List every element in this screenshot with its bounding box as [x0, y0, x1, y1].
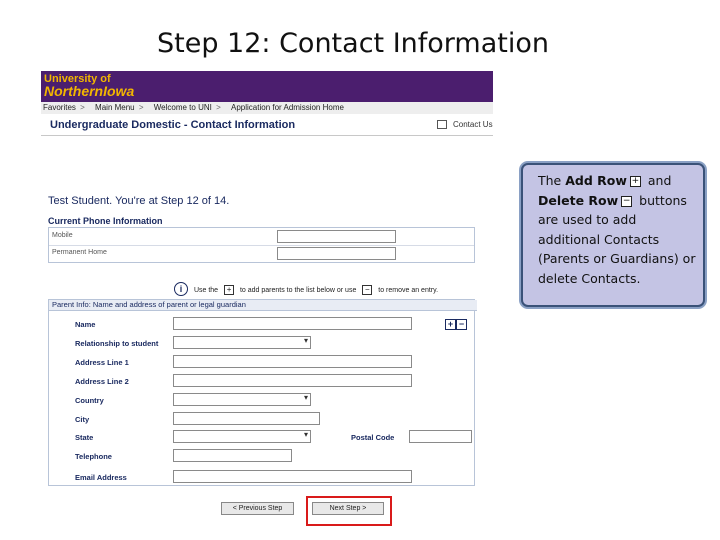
phone-row-label: Mobile: [52, 232, 73, 239]
mail-icon: [437, 120, 447, 129]
phone-row-label: Permanent Home: [52, 249, 107, 256]
next-step-button[interactable]: Next Step >: [312, 502, 384, 515]
name-input[interactable]: [173, 317, 412, 330]
breadcrumb-favorites[interactable]: Favorites: [43, 103, 76, 112]
callout-text: [538, 171, 698, 288]
postal-code-input[interactable]: [409, 430, 472, 443]
info-icon: i: [174, 282, 188, 296]
callout-part-1: The: [538, 173, 566, 188]
address1-label: Address Line 1: [75, 358, 129, 367]
phone-row-permanent-home: [49, 245, 474, 262]
add-row-button[interactable]: +: [445, 319, 456, 330]
country-select[interactable]: [173, 393, 311, 406]
contact-us-label: Contact Us: [453, 120, 493, 129]
phone-row-mobile: [49, 228, 474, 246]
add-icon: +: [224, 285, 234, 295]
email-label: Email Address: [75, 473, 127, 482]
application-screenshot: [41, 71, 493, 531]
slide-title: Step 12: Contact Information: [156, 28, 549, 59]
hint-middle: to add parents to the list below or use: [239, 287, 357, 294]
address2-input[interactable]: [173, 374, 412, 387]
name-label: Name: [75, 320, 96, 329]
next-step-highlight: [306, 496, 392, 526]
email-input[interactable]: [173, 470, 412, 483]
phone-section-title: Current Phone Information: [48, 216, 163, 226]
telephone-label: Telephone: [75, 452, 112, 461]
mobile-phone-input[interactable]: [277, 230, 396, 243]
breadcrumb-application-home[interactable]: Application for Admission Home: [231, 103, 344, 112]
address1-input[interactable]: [173, 355, 412, 368]
telephone-input[interactable]: [173, 449, 292, 462]
parent-section-title: Parent Info: Name and address of parent or legal guardian: [49, 300, 477, 311]
add-remove-hint: [174, 282, 438, 296]
university-banner: [41, 71, 493, 102]
add-row-icon: +: [631, 176, 640, 186]
breadcrumb-separator: >: [216, 103, 221, 112]
remove-icon: −: [362, 285, 372, 295]
breadcrumb-main-menu[interactable]: Main Menu: [95, 103, 135, 112]
callout-add-row-label: Add Row: [565, 173, 627, 188]
logo-line-1: University of: [44, 73, 111, 85]
header-divider: [41, 135, 493, 136]
breadcrumb: [41, 102, 493, 114]
row-buttons: [445, 314, 467, 332]
address2-label: Address Line 2: [75, 377, 129, 386]
postal-code-label: Postal Code: [351, 433, 395, 442]
instruction-callout: [521, 163, 705, 307]
relationship-select[interactable]: [173, 336, 311, 349]
logo-line-2: NorthernIowa: [44, 83, 135, 99]
city-label: City: [75, 415, 90, 424]
hint-prefix: Use the: [193, 287, 219, 294]
delete-row-button[interactable]: −: [456, 319, 467, 330]
state-label: State: [75, 433, 94, 442]
phone-table: [48, 227, 475, 263]
state-select[interactable]: [173, 430, 311, 443]
country-label: Country: [75, 396, 104, 405]
page-title: Undergraduate Domestic - Contact Information: [50, 119, 296, 131]
delete-row-icon: −: [622, 195, 631, 206]
city-input[interactable]: [173, 412, 320, 425]
breadcrumb-separator: >: [80, 103, 85, 112]
previous-step-button[interactable]: < Previous Step: [221, 502, 294, 515]
callout-part-3: buttons are used to add additional Contacts (Parents or Guardians) or delete Contacts.: [538, 192, 696, 286]
contact-us-link[interactable]: [437, 120, 493, 129]
breadcrumb-separator: >: [138, 103, 144, 112]
callout-delete-row-label: Delete Row: [538, 192, 619, 208]
hint-suffix: to remove an entry.: [378, 287, 439, 294]
parent-info-panel: [48, 299, 475, 486]
relationship-label: Relationship to student: [75, 339, 159, 348]
step-indicator: Test Student. You're at Step 12 of 14.: [48, 195, 230, 207]
breadcrumb-welcome[interactable]: Welcome to UNI: [153, 103, 212, 112]
callout-part-2: and: [643, 173, 672, 188]
permanent-home-phone-input[interactable]: [277, 247, 396, 260]
